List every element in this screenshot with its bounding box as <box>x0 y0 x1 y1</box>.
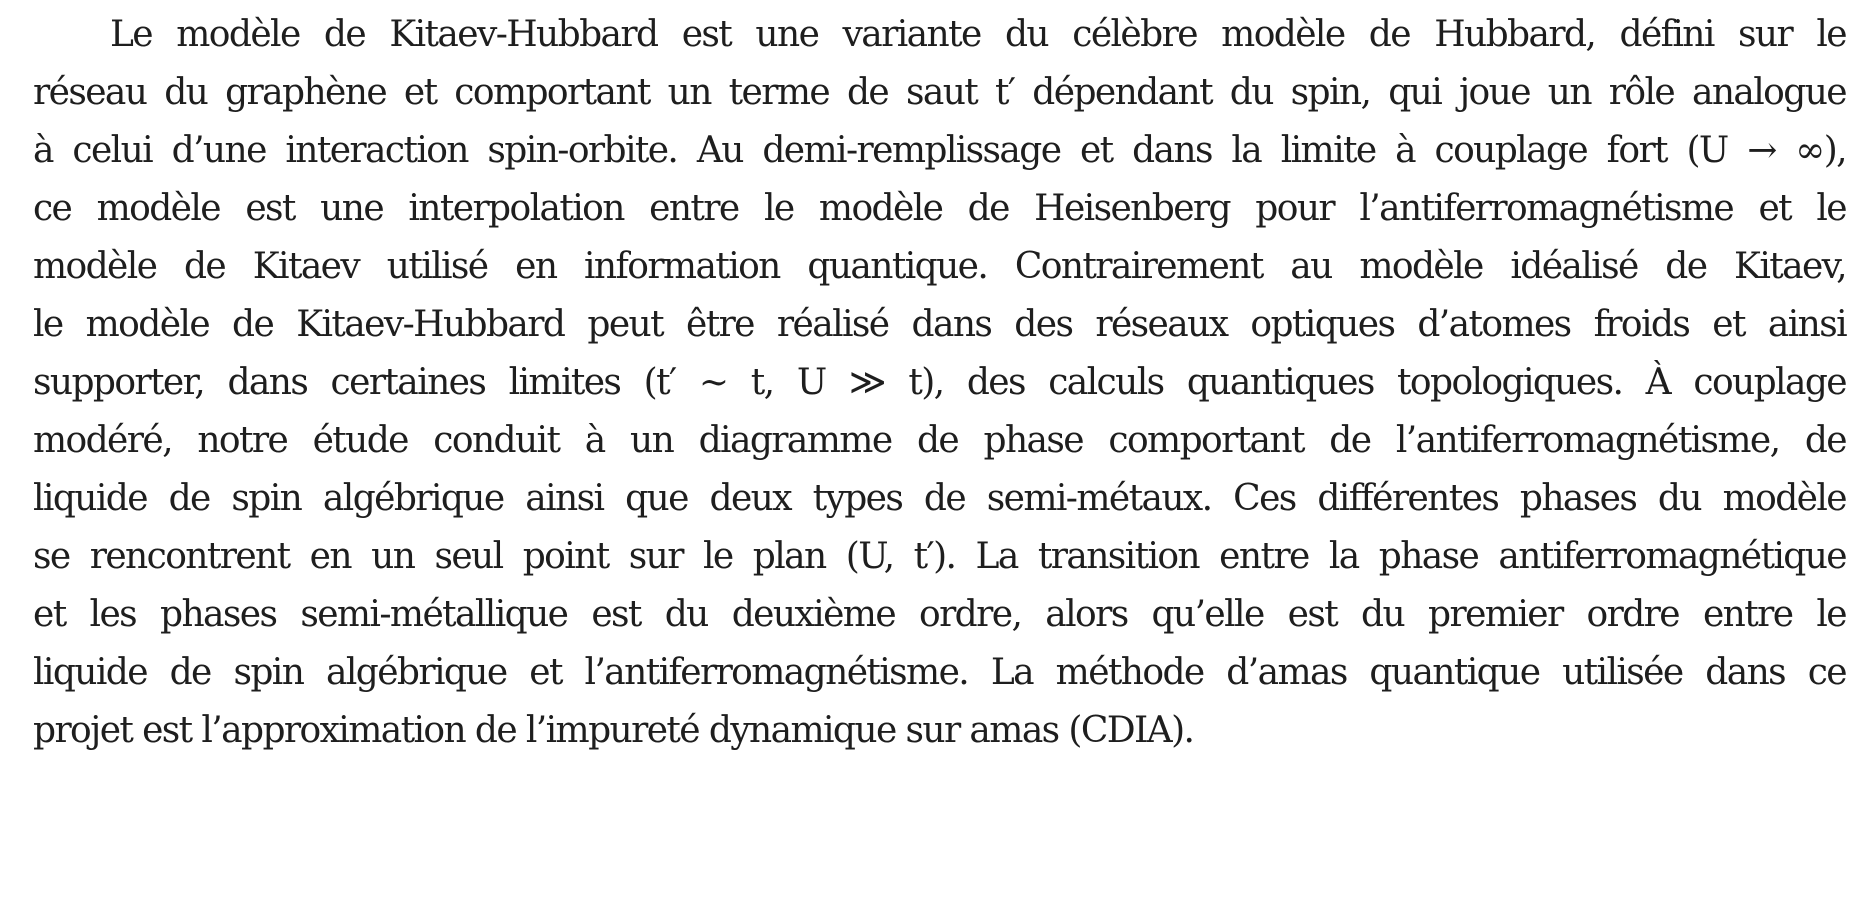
paragraph-line-1: Le modèle de Kitaev-Hubbard est une variante du célèbre modèle de Hubbard, défini sur le <box>110 14 1846 55</box>
paragraph-line-6: le modèle de Kitaev-Hubbard peut être réalisé dans des réseaux optiques d’atomes froids et ainsi <box>33 304 1846 345</box>
paragraph-line-12: liquide de spin algébrique et l’antiferromagnétisme. La méthode d’amas quantique utilisée dans ce <box>33 652 1846 693</box>
paragraph-line-3: à celui d’une interaction spin-orbite. Au demi-remplissage et dans la limite à couplage fort (U → ∞), <box>33 130 1846 171</box>
paragraph-line-11: et les phases semi-métallique est du deuxième ordre, alors qu’elle est du premier ordre entre le <box>33 594 1846 635</box>
paragraph-line-2: réseau du graphène et comportant un terme de saut t′ dépendant du spin, qui joue un rôle analogue <box>33 72 1846 113</box>
paragraph-line-5: modèle de Kitaev utilisé en information quantique. Contrairement au modèle idéalisé de Kitaev, <box>33 246 1846 287</box>
paragraph-line-7: supporter, dans certaines limites (t′ ∼ t, U ≫ t), des calculs quantiques topologiques. À couplage <box>33 362 1846 403</box>
paragraph-line-9: liquide de spin algébrique ainsi que deux types de semi-métaux. Ces différentes phases du modèle <box>33 478 1846 519</box>
paragraph-line-10: se rencontrent en un seul point sur le plan (U, t′). La transition entre la phase antiferromagnétique <box>33 536 1846 577</box>
paragraph-line-13: projet est l’approximation de l’impureté dynamique sur amas (CDIA). <box>33 710 1194 751</box>
paragraph-line-4: ce modèle est une interpolation entre le modèle de Heisenberg pour l’antiferromagnétisme et le <box>33 188 1846 229</box>
paragraph-line-8: modéré, notre étude conduit à un diagramme de phase comportant de l’antiferromagnétisme, de <box>33 420 1846 461</box>
